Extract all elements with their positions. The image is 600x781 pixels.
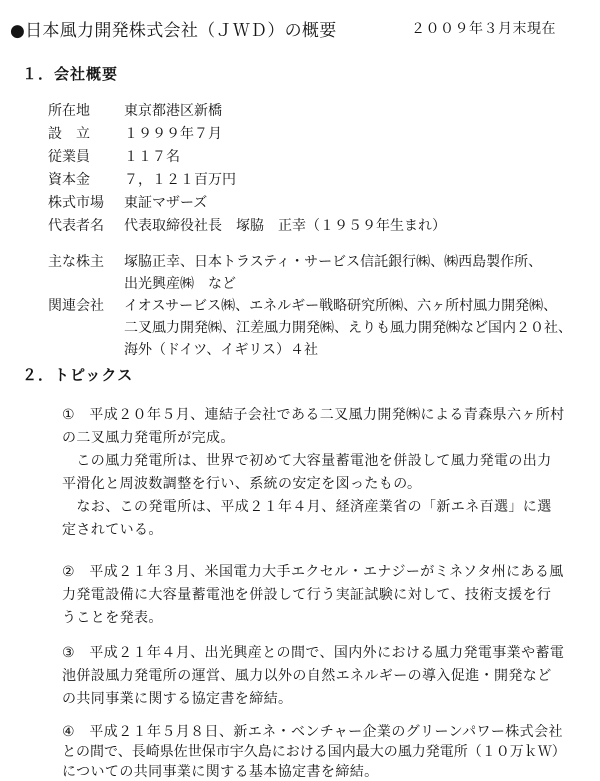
label-shareholders: 主な株主 [48, 254, 104, 270]
label-affiliates: 関連会社 [48, 298, 104, 314]
value-representative: 代表取締役社長 塚脇 正幸（１９５９年生まれ） [124, 218, 446, 234]
value-established: １９９９年７月 [124, 126, 222, 142]
label-capital: 資本金 [48, 172, 90, 188]
shareholders-line: 塚脇正幸、日本トラスティ・サービス信託銀行㈱、㈱西島製作所、 [124, 254, 543, 270]
topic-3-line: の共同事業に関する協定書を締結。 [62, 691, 293, 707]
section-heading-topics: ２．トピックス [22, 366, 134, 384]
topic-2-line: うことを発表。 [62, 610, 163, 626]
label-stock-market: 株式市場 [48, 195, 104, 211]
label-representative: 代表者名 [48, 218, 104, 234]
topic-1-line: この風力発電所は、世界で初めて大容量蓄電池を併設して風力発電の出力 [62, 453, 552, 469]
topic-1-line: なお、この発電所は、平成２１年４月、経済産業省の「新エネ百選」に選 [62, 499, 552, 515]
section-heading-company: １．会社概要 [22, 65, 119, 83]
topic-1-line: 平滑化と周波数調整を行い、系統の安定を図ったもの。 [62, 476, 422, 492]
topic-2-line: 力発電設備に大容量蓄電池を併設して行う実証試験に対して、技術支援を行 [62, 587, 552, 603]
shareholders-line: 出光興産㈱ など [124, 276, 236, 292]
as-of-date: ２００９年３月末現在 [411, 21, 556, 37]
topic-3-line: 池併設風力発電所の運営、風力以外の自然エネルギーの導入促進・開発など [62, 668, 552, 684]
topic-4-line: ④ 平成２１年５月８日、新エネ・ベンチャー企業のグリーンパワー株式会社 [62, 724, 563, 740]
topic-4-line: についての共同事業に関する基本協定書を締結。 [62, 764, 379, 780]
label-employees: 従業員 [48, 149, 90, 165]
topic-3-line: ③ 平成２１年４月、出光興産との間で、国内外における風力発電事業や蓄電 [62, 645, 565, 661]
affiliates-line: イオスサービス㈱、エネルギー戦略研究所㈱、六ヶ所村風力開発㈱、 [124, 298, 558, 314]
topic-4-line: との間で、長崎県佐世保市宇久島における国内最大の風力発電所（１０万ｋＷ） [62, 744, 566, 760]
label-established: 設 立 [48, 126, 90, 142]
value-employees: １１７名 [124, 149, 180, 165]
value-capital: ７，１２１百万円 [124, 172, 236, 188]
document-title: ●日本風力開発株式会社（ＪＷＤ）の概要 [10, 21, 337, 41]
label-location: 所在地 [48, 103, 90, 119]
affiliates-line: 二叉風力開発㈱、江差風力開発㈱、えりも風力開発㈱など国内２０社、 [124, 320, 572, 336]
affiliates-line: 海外（ドイツ、イギリス）４社 [124, 342, 319, 358]
topic-2-line: ② 平成２１年３月、米国電力大手エクセル・エナジーがミネソタ州にある風 [62, 564, 564, 580]
topic-1-line: の二叉風力発電所が完成。 [62, 430, 235, 446]
topic-1-line: ① 平成２０年５月、連結子会社である二叉風力開発㈱による青森県六ヶ所村 [62, 407, 565, 423]
value-location: 東京都港区新橋 [124, 103, 222, 119]
topic-1-line: 定されている。 [62, 522, 163, 538]
value-stock-market: 東証マザーズ [124, 195, 208, 211]
